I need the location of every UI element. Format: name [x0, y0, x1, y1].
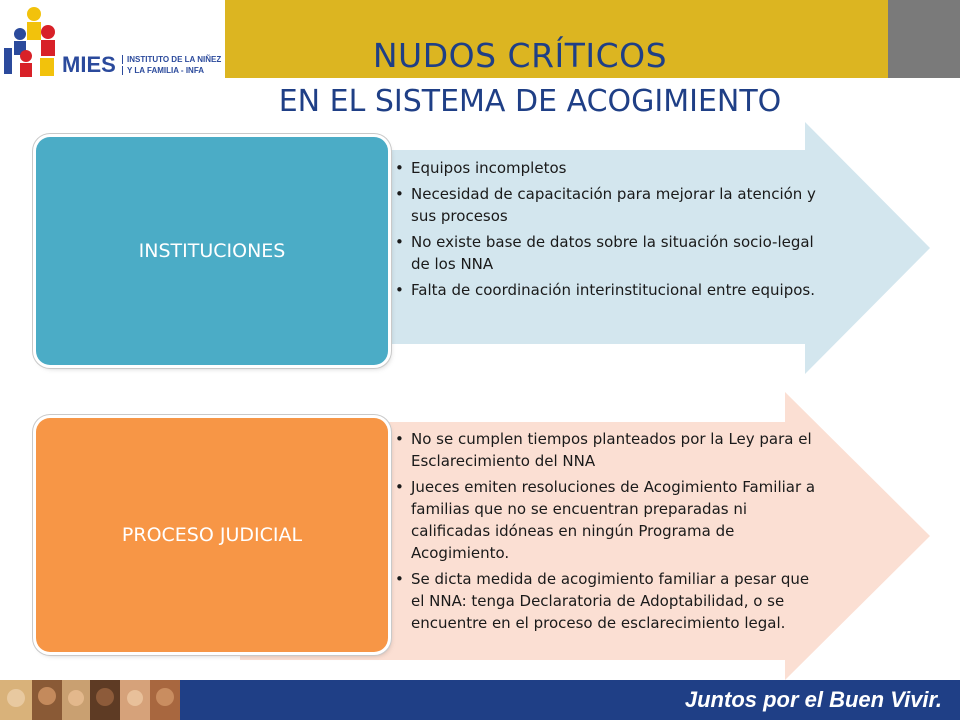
- title-line-1: NUDOS CRÍTICOS: [372, 36, 668, 75]
- logo-brand: MIES: [62, 52, 116, 77]
- footer-bar: [0, 680, 960, 720]
- proceso-judicial-label: PROCESO JUDICIAL: [121, 524, 303, 546]
- instituciones-list: [395, 157, 835, 305]
- proceso-judicial-list: [395, 428, 825, 638]
- list-item: • No se cumplen tiempos planteados por la Ley para el Esclarecimiento del NNA: [395, 428, 825, 472]
- people-photo-strip: [0, 680, 180, 720]
- list-item: • Se dicta medida de acogimiento familiar a pesar que el NNA: tenga Declaratoria de Adoptabilidad, o se encuentre en el proceso de esclarecimiento legal.: [395, 568, 825, 634]
- list-item: • No existe base de datos sobre la situación socio-legal de los NNA: [395, 231, 835, 275]
- logo-line-2: Y LA FAMILIA - INFA: [122, 66, 204, 75]
- logo-line-1: INSTITUTO DE LA NIÑEZ: [122, 55, 221, 64]
- footer-slogan: Juntos por el Buen Vivir.: [684, 687, 942, 712]
- instituciones-label: INSTITUCIONES: [138, 240, 286, 262]
- list-item: • Necesidad de capacitación para mejorar la atención y sus procesos: [395, 183, 835, 227]
- header-grey-block: [888, 0, 960, 78]
- mies-infa-logo: [0, 0, 225, 90]
- list-item: • Jueces emiten resoluciones de Acogimiento Familiar a familias que no se encuentran preparadas ni calificadas idóneas en ningún Programa de Acogimiento.: [395, 476, 825, 564]
- list-item: • Falta de coordinación interinstitucional entre equipos.: [395, 279, 835, 301]
- list-item: • Equipos incompletos: [395, 157, 835, 179]
- title-line-2: EN EL SISTEMA DE ACOGIMIENTO: [278, 84, 782, 119]
- proceso-judicial-label-box: [36, 418, 388, 652]
- instituciones-label-box: [36, 137, 388, 365]
